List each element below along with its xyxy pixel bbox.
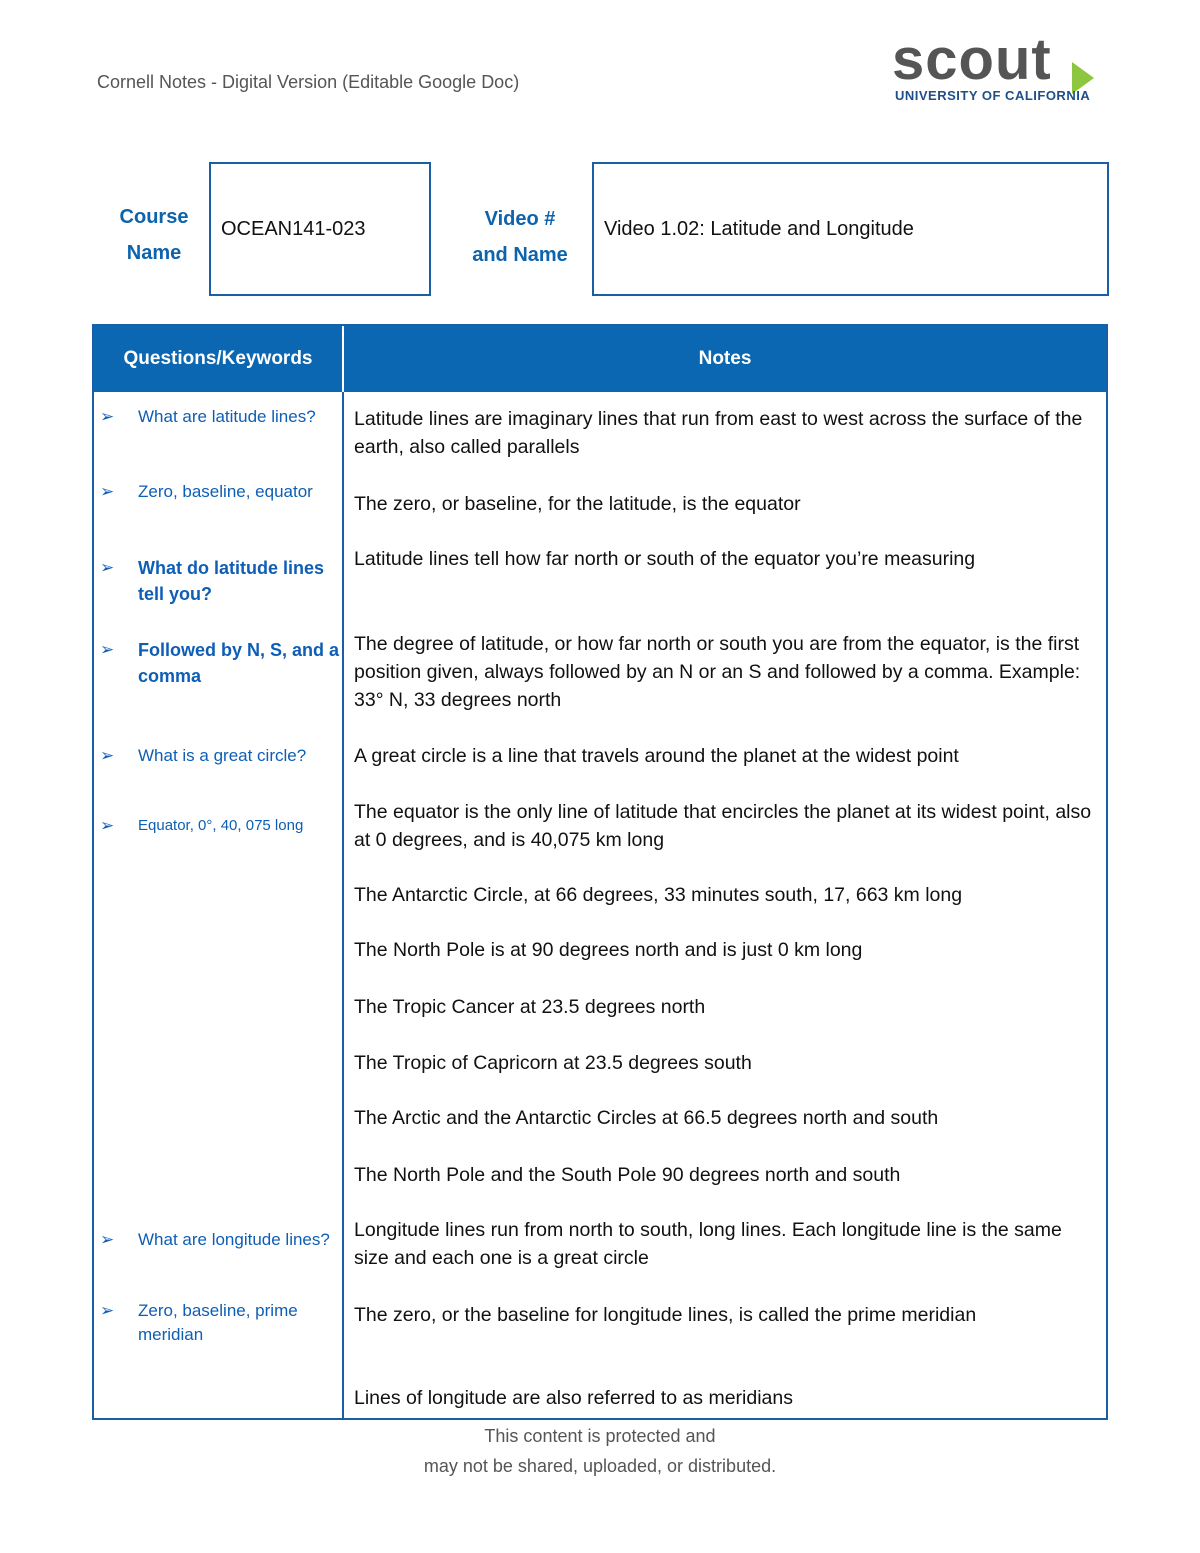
bullet-arrow-icon: ➢ (100, 558, 115, 577)
video-name-label: Video # and Name (472, 208, 568, 266)
note-item[interactable]: The North Pole and the South Pole 90 degrees north and south (354, 1164, 901, 1186)
note-item[interactable]: Latitude lines are imaginary lines that run from east to west across the surface of the earth, also called parallels (354, 408, 1083, 458)
keyword-item[interactable]: ➢ Zero, baseline, prime meridian (100, 1301, 298, 1344)
note-item[interactable]: Longitude lines run from north to south, long lines. Each longitude line is the same size and each one is a great circle (354, 1219, 1062, 1269)
note-item[interactable]: Latitude lines tell how far north or south of the equator you’re measuring (354, 548, 976, 570)
bullet-arrow-icon: ➢ (100, 407, 115, 426)
logo-subtitle: UNIVERSITY OF CALIFORNIA (895, 88, 1091, 103)
bullet-arrow-icon: ➢ (100, 640, 115, 659)
keyword-item[interactable]: ➢ What are longitude lines? (138, 1228, 344, 1252)
note-item[interactable]: The Arctic and the Antarctic Circles at 66.5 degrees north and south (354, 1107, 939, 1129)
note-item[interactable]: The zero, or the baseline for longitude lines, is called the prime meridian (354, 1304, 977, 1326)
note-item[interactable]: The North Pole is at 90 degrees north and is just 0 km long (354, 939, 863, 961)
keyword-item[interactable]: ➢ Zero, baseline, equator (138, 480, 344, 504)
document-header-title: Cornell Notes - Digital Version (Editable Google Doc) (97, 72, 520, 92)
scout-logo (892, 28, 1104, 104)
note-item[interactable]: The Tropic of Capricorn at 23.5 degrees south (354, 1052, 752, 1074)
keyword-item[interactable]: ➢ What are latitude lines? (138, 405, 344, 429)
column-divider (342, 392, 344, 1418)
course-name-value: OCEAN141-023 (221, 217, 366, 240)
note-item[interactable]: The zero, or baseline, for the latitude, is the equator (354, 493, 801, 515)
table-header (94, 326, 1106, 392)
bullet-arrow-icon: ➢ (100, 1230, 115, 1249)
questions-column-header: Questions/Keywords (123, 348, 313, 369)
video-name-field[interactable] (592, 162, 1109, 296)
keyword-item[interactable]: ➢ Followed by N, S, and a comma (138, 637, 344, 689)
bullet-arrow-icon: ➢ (100, 746, 115, 765)
cornell-notes-table (92, 324, 1108, 1420)
note-item[interactable]: The Antarctic Circle, at 66 degrees, 33 minutes south, 17, 663 km long (354, 884, 963, 906)
keyword-item[interactable]: ➢ What is a great circle? (138, 744, 344, 768)
note-item[interactable]: Lines of longitude are also referred to as meridians (354, 1387, 793, 1409)
course-name-label: Course Name (119, 206, 189, 264)
note-item[interactable]: A great circle is a line that travels around the planet at the widest point (354, 745, 959, 767)
video-name-value: Video 1.02: Latitude and Longitude (604, 217, 914, 240)
keyword-item[interactable]: ➢ Equator, 0°, 40, 075 long (100, 816, 304, 835)
note-item[interactable]: The equator is the only line of latitude that encircles the planet at its widest point, also at 0 degrees, and is 40,075 km long (354, 801, 1092, 851)
logo-wordmark: scout (892, 27, 1052, 92)
footer-line-1: This content is protected and (484, 1426, 716, 1446)
note-item[interactable]: The Tropic Cancer at 23.5 degrees north (354, 996, 706, 1018)
bullet-arrow-icon: ➢ (100, 482, 115, 501)
notes-column-header: Notes (698, 348, 752, 369)
note-item[interactable]: The degree of latitude, or how far north or south you are from the equator, is the first position given, always followed by an N or an S and followed by a comma. Example: 33° N, 33 degrees north (354, 633, 1081, 711)
course-name-field[interactable] (209, 162, 431, 296)
bullet-arrow-icon: ➢ (100, 816, 115, 835)
keyword-item[interactable]: ➢ What do latitude lines tell you? (138, 555, 344, 607)
bullet-arrow-icon: ➢ (100, 1301, 115, 1320)
footer-line-2: may not be shared, uploaded, or distributed. (423, 1456, 777, 1476)
